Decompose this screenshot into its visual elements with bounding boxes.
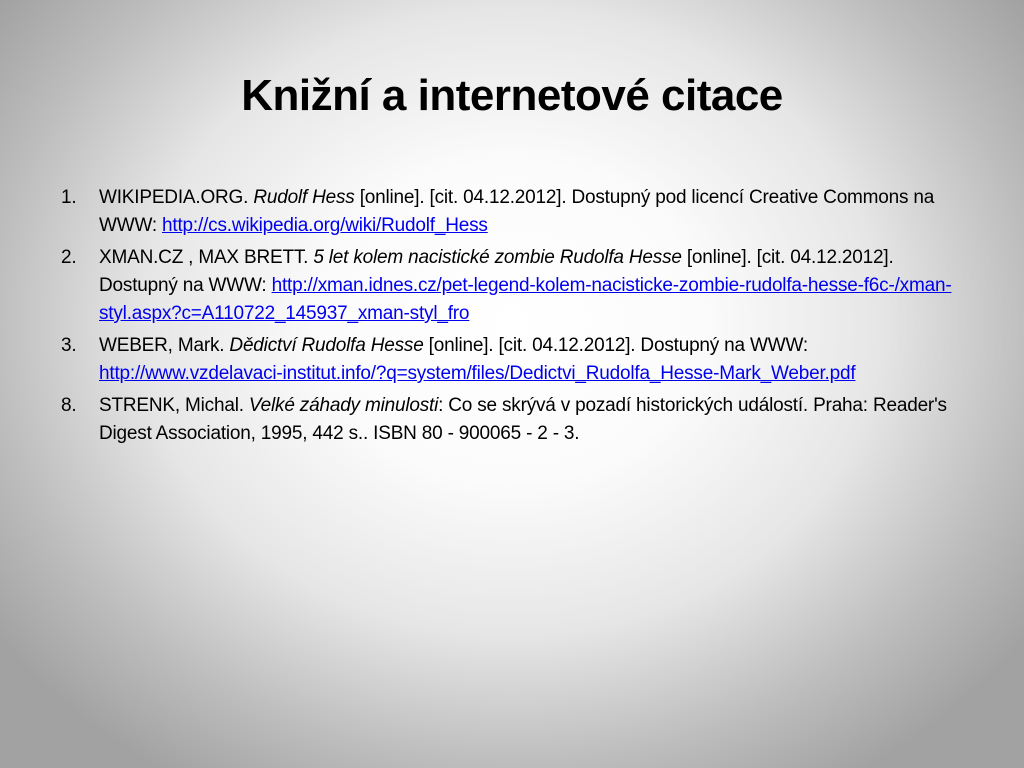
reference-details: [online]. [cit. 04.12.2012]. Dostupný na WWW: <box>99 247 894 296</box>
reference-number: 3. <box>61 335 77 356</box>
reference-link[interactable]: http://xman.idnes.cz/pet-legend-kolem-nacisticke-zombie-rudolfa-hesse-f6c-/xman-styl.aspx?c=A110722_145937_xman-styl_fro <box>99 275 952 324</box>
reference-link[interactable]: http://www.vzdelavaci-institut.info/?q=system/files/Dedictvi_Rudolfa_Hesse-Mark_Weber.pdf <box>99 363 856 384</box>
reference-title: Velké záhady minulosti <box>248 395 439 416</box>
reference-author: WEBER, Mark. <box>99 335 230 356</box>
reference-list <box>58 184 964 452</box>
reference-title: Rudolf Hess <box>253 187 355 208</box>
reference-item <box>58 392 964 448</box>
reference-author: XMAN.CZ , MAX BRETT. <box>99 247 314 268</box>
reference-title: Dědictví Rudolfa Hesse <box>229 335 424 356</box>
reference-details: [online]. [cit. 04.12.2012]. Dostupný pod licencí Creative Commons na WWW: <box>99 187 935 236</box>
reference-item <box>58 332 964 388</box>
reference-number: 2. <box>61 247 77 268</box>
reference-details: [online]. [cit. 04.12.2012]. Dostupný na WWW: <box>423 335 808 356</box>
reference-item <box>58 244 964 328</box>
reference-title: 5 let kolem nacistické zombie Rudolfa Hesse <box>313 247 682 268</box>
reference-link[interactable]: http://cs.wikipedia.org/wiki/Rudolf_Hess <box>162 215 488 236</box>
reference-item <box>58 184 964 240</box>
reference-number: 1. <box>61 187 77 208</box>
reference-details: : Co se skrývá v pozadí historických událostí. Praha: Reader's Digest Association, 1995, 442 s.. ISBN 80 - 900065 - 2 - 3. <box>99 395 947 444</box>
reference-number: 8. <box>61 395 77 416</box>
slide-title: Knižní a internetové citace <box>241 71 783 120</box>
reference-author: WIKIPEDIA.ORG. <box>99 187 254 208</box>
reference-author: STRENK, Michal. <box>99 395 249 416</box>
